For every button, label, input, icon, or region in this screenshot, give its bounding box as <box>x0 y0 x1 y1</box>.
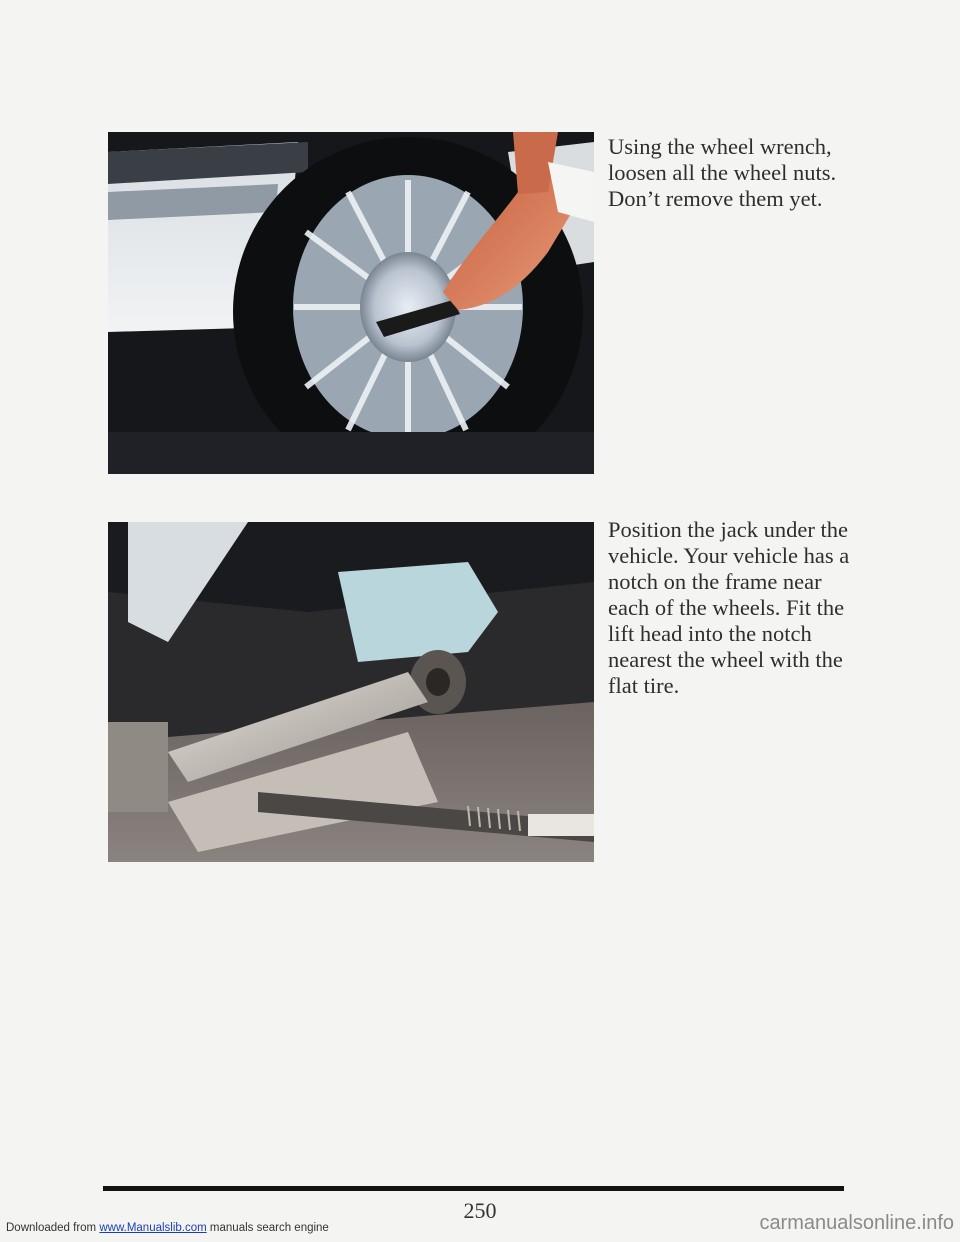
manualslib-link[interactable]: www.Manualslib.com <box>99 1222 207 1234</box>
wheel-wrench-photo <box>108 132 594 474</box>
jack-under-vehicle-photo <box>108 522 594 862</box>
page-footer-rule <box>103 1186 844 1191</box>
page-number: 250 <box>463 1198 497 1223</box>
download-credit-suffix: manuals search engine <box>209 1222 329 1234</box>
download-credit-prefix: Downloaded from <box>6 1222 97 1234</box>
step-1-caption: Using the wheel wrench, loosen all the wheel nuts. Don’t remove them yet. <box>608 134 837 211</box>
download-credit <box>6 1222 329 1234</box>
step-2-caption: Position the jack under the vehicle. Your vehicle has a notch on the frame near each of the wheels. Fit the lift head into the notch nearest the wheel with the flat tire. <box>608 517 850 698</box>
watermark: carmanualsonline.info <box>759 1212 954 1234</box>
